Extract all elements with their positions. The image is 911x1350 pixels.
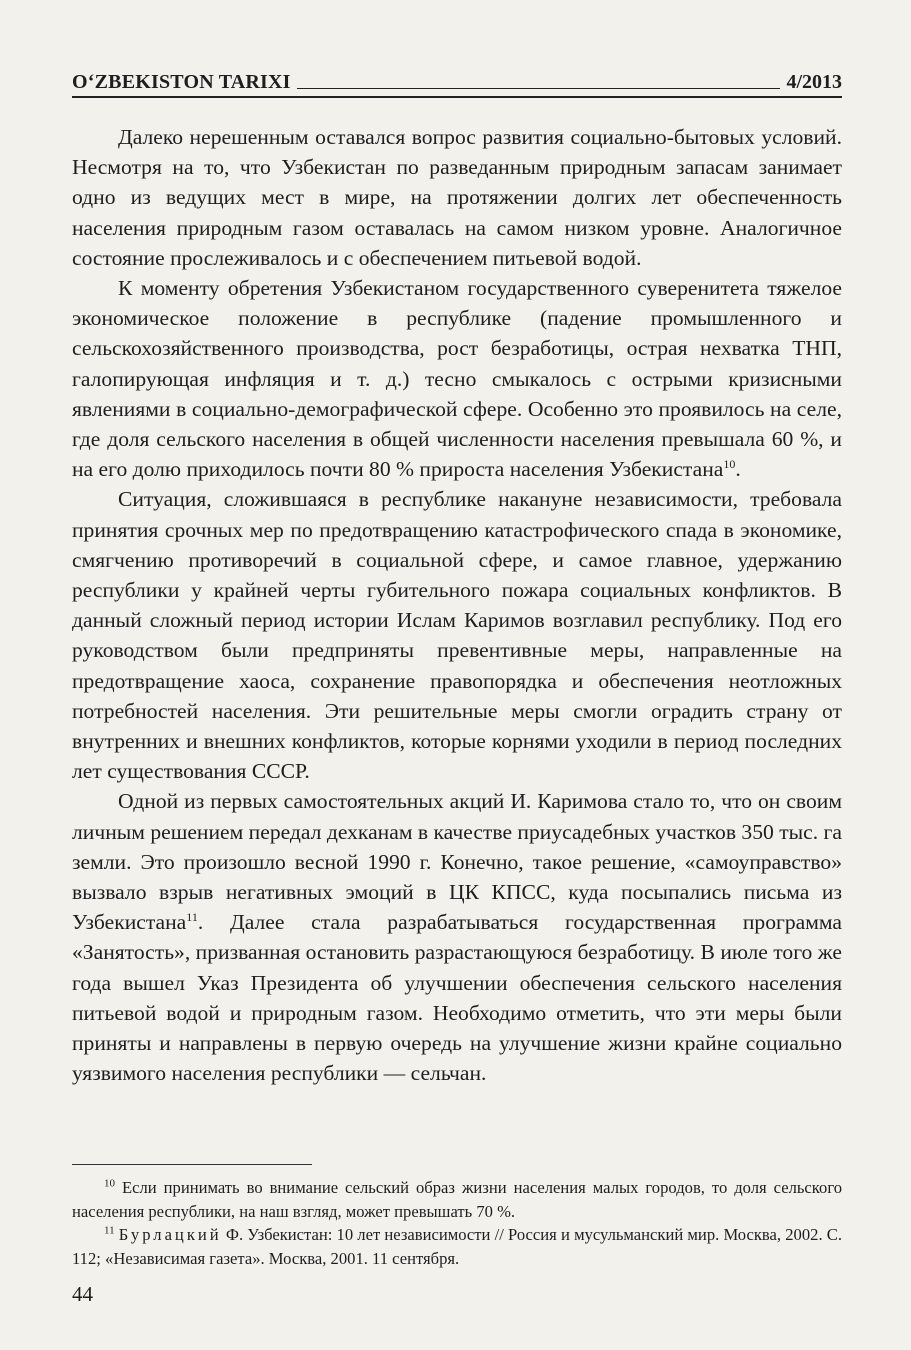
issue-number: 4/2013 — [786, 71, 842, 93]
footnote-reference[interactable]: 11 — [186, 910, 198, 925]
header-underline — [72, 96, 842, 98]
paragraph — [72, 484, 842, 786]
paragraph-text: Далеко нерешенным оставался вопрос развития социально-бытовых условий. Несмотря на то, что Узбекистан по разведанным природным запасам занимает одно из ведущих мест в мире, на протяжении долгих лет обеспеченность населения природным газом оставалась на самом низком уровне. Аналогичное состояние прослеживалось и с обеспечением питьевой водой. — [72, 125, 842, 270]
footnote-text: Если принимать во внимание сельский образ жизни населения малых городов, то доля сельского населения республики, на наш взгляд, может превышать 70 %. — [72, 1178, 843, 1221]
paragraph — [72, 273, 842, 484]
paragraph-text: К моменту обретения Узбекистаном государственного суверенитета тяжелое экономическое положение в республике (падение промышленного и сельскохозяйственного производства, рост безработицы, острая нехватка ТНП, галопирующая инфляция и т. д.) тесно смыкалось с острыми кризисными явлениями в социально-демографической сфере. Особенно это проявилось на селе, где доля сельского населения в общей численности населения превышала 60 %, и на его долю приходилось почти 80 % прироста населения Узбекистана — [72, 276, 842, 482]
page-number: 44 — [72, 1282, 93, 1306]
footnote-text: Ф. Узбекистан: 10 лет независимости // Россия и мусульманский мир. Москва, 2002. С. 112; «Независимая газета». Москва, 2001. 11 сентября. — [72, 1225, 842, 1268]
footnote-mark: 10 — [104, 1177, 115, 1190]
paragraph-text-tail: . — [735, 457, 741, 482]
paragraph-text: Одной из первых самостоятельных акций И. Каримова стало то, что он своим личным решением передал дехканам в качестве приусадебных участков 350 тыс. га земли. Это произошло весной 1990 г. Конечно, такое решение, «самоуправство» вызвало взрыв негативных эмоций в ЦК КПСС, куда посыпались письма из Узбекистана — [72, 789, 842, 935]
footnote-mark: 11 — [104, 1224, 115, 1237]
footnote-separator — [72, 1164, 312, 1165]
footnote-author: Бурлацкий — [118, 1225, 222, 1244]
paragraph — [72, 786, 842, 1088]
paragraph — [72, 122, 842, 273]
journal-title: O‘ZBEKISTON TARIXI — [72, 71, 291, 93]
running-header — [72, 64, 842, 94]
footnote — [72, 1176, 842, 1223]
footnote — [72, 1223, 842, 1270]
paragraph-text-tail: . Далее стала разрабатываться государственная программа «Занятость», призванная остановить разрастающуюся безработицу. В июле того же года вышел Указ Президента об улучшении обеспечения сельского населения питьевой водой и природным газом. Необходимо отметить, что эти меры были приняты и направлены в первую очередь на улучшение жизни крайне социально уязвимого населения республики — сельчан. — [72, 910, 842, 1086]
article-body — [72, 122, 842, 1089]
header-fill-rule — [297, 88, 781, 89]
footnote-reference[interactable]: 10 — [723, 457, 736, 472]
paragraph-text: Ситуация, сложившаяся в республике накануне независимости, требовала принятия срочных мер по предотвращению катастрофического спада в экономике, смягчению противоречий в социальной сфере, и самое главное, удержанию республики у крайней черты губительного пожара социальных конфликтов. В данный сложный период истории Ислам Каримов возглавил республику. Под его руководством были предприняты превентивные меры, направленные на предотвращение хаоса, сохранение правопорядка и обеспечения неотложных потребностей населения. Эти решительные меры смогли оградить страну от внутренних и внешних конфликтов, которые корнями уходили в период последних лет существования СССР. — [72, 487, 842, 784]
footnotes — [72, 1176, 842, 1270]
